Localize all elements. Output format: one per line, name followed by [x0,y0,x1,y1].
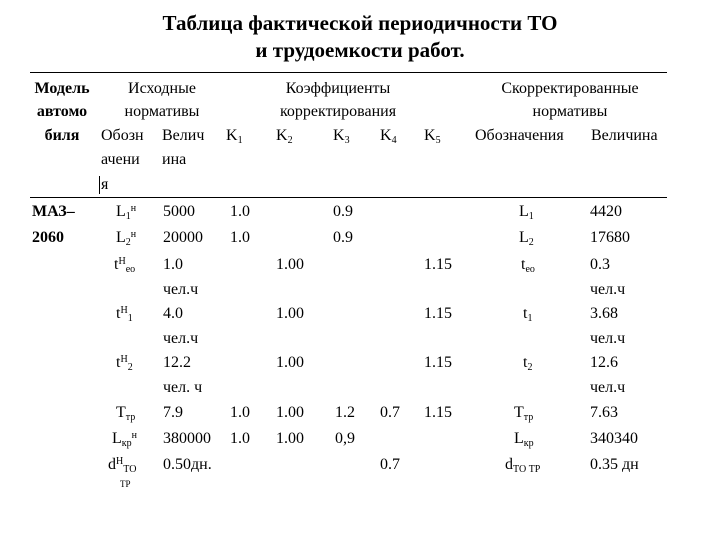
header-corrected-norms-line-1: Скорректированные [501,80,639,97]
row-dto-corrected-designation: $d_{ТО ТР}$ [505,456,541,475]
row-t1-k5: 1.15 [424,305,452,322]
row-t1-corrected-value: 3.68 [590,305,618,322]
header-designation-line-1: Обозн [101,127,144,144]
row-teo-k5: 1.15 [424,256,452,273]
row-teo-designation: $t^Н_{ео}$ [114,256,136,275]
row-lkr-k2: 1.00 [276,430,304,447]
row-ttr-k2: 1.00 [276,404,304,421]
row-t2-unit: чел. ч [163,379,203,396]
row-ttr-k1: 1.0 [230,404,250,421]
row-t1-corrected-designation: $t_1$ [523,305,533,324]
header-corrected-value: Величина [591,127,658,144]
header-corrected-designation: Обозначения [475,127,564,144]
row-l2-corrected-designation: $L_2$ [519,229,534,248]
row-l1-k1: 1.0 [230,203,250,220]
row-l2-k3: 0.9 [333,229,353,246]
row-lkr-k3: 0,9 [335,430,355,447]
row-dto-designation: $d^Н_{ТО}$ [108,456,137,475]
row-t1-unit: чел.ч [163,330,199,347]
row-ttr-designation: $T_{тр}$ [116,404,136,423]
row-ttr-k3: 1.2 [335,404,355,421]
row-teo-unit: чел.ч [163,281,199,298]
row-t2-value: 12.2 [163,354,191,371]
header-k2: $K_2$ [276,127,293,146]
row-teo-corrected-value: 0.3 [590,256,610,273]
column-divider [99,176,100,194]
header-model-line-3: биля [44,127,80,144]
header-k5: $K_5$ [424,127,441,146]
header-initial-norms-line-1: Исходные [128,80,196,97]
row-t1-corrected-unit: чел.ч [590,330,626,347]
row-t2-corrected-designation: $t_2$ [523,354,533,373]
row-lkr-value: 380000 [163,430,211,447]
row-l2-value: 20000 [163,229,203,246]
row-ttr-value: 7.9 [163,404,183,421]
page-title-line-2: и трудоемкости работ. [255,38,465,62]
row-ttr-k5: 1.15 [424,404,452,421]
row-teo-k2: 1.00 [276,256,304,273]
header-k3: $K_3$ [333,127,350,146]
row-l2-designation: $L_2^н$ [116,229,137,248]
row-l1-value: 5000 [163,203,195,220]
row-ttr-k4: 0.7 [380,404,400,421]
header-bottom-rule [30,197,667,198]
header-initial-norms-line-2: нормативы [124,103,200,120]
row-lkr-k1: 1.0 [230,430,250,447]
row-l1-corrected-designation: $L_1$ [519,203,534,222]
row-ttr-corrected-value: 7.63 [590,404,618,421]
row-t2-corrected-value: 12.6 [590,354,618,371]
header-designation-line-2: ачени [101,151,140,168]
row-dto-value: 0.50дн. [163,456,212,473]
row-t2-designation: $t^Н_2$ [116,354,133,373]
page-title-line-1: Таблица фактической периодичности ТО [162,11,558,35]
row-l1-k3: 0.9 [333,203,353,220]
row-teo-corrected-designation: $t_{ео}$ [521,256,535,275]
model-name-line-2: 2060 [32,229,64,246]
header-value-line-1: Велич [162,127,205,144]
header-model-line-1: Модель [34,80,90,97]
row-dto-corrected-value: 0.35 дн [590,456,639,473]
header-corrected-norms-line-2: нормативы [532,103,608,120]
model-name-line-1: МАЗ– [32,203,75,220]
header-model-line-2: автомо [36,103,88,120]
row-lkr-corrected-designation: $L_{кр}$ [514,430,534,449]
row-lkr-corrected-value: 340340 [590,430,638,447]
row-l2-k1: 1.0 [230,229,250,246]
row-t2-k2: 1.00 [276,354,304,371]
row-t1-value: 4.0 [163,305,183,322]
row-teo-value: 1.0 [163,256,183,273]
row-t1-designation: $t^Н_1$ [116,305,133,324]
header-coefficients-line-1: Коэффициенты [285,80,391,97]
row-dto-designation-subscript: ТР [120,479,131,489]
row-teo-corrected-unit: чел.ч [590,281,626,298]
row-t1-k2: 1.00 [276,305,304,322]
row-lkr-designation: $L_{кр}^н$ [112,430,137,449]
header-k1: $K_1$ [226,127,243,146]
row-t2-corrected-unit: чел.ч [590,379,626,396]
row-dto-k4: 0.7 [380,456,400,473]
header-designation-line-3: я [101,176,109,193]
header-k4: $K_4$ [380,127,397,146]
row-l1-corrected-value: 4420 [590,203,622,220]
header-top-rule [30,72,667,73]
header-value-line-2: ина [162,151,187,168]
row-l2-corrected-value: 17680 [590,229,630,246]
row-t2-k5: 1.15 [424,354,452,371]
row-ttr-corrected-designation: $T_{тр}$ [514,404,534,423]
header-coefficients-line-2: корректирования [279,103,397,120]
row-l1-designation: $L_1^н$ [116,203,137,222]
